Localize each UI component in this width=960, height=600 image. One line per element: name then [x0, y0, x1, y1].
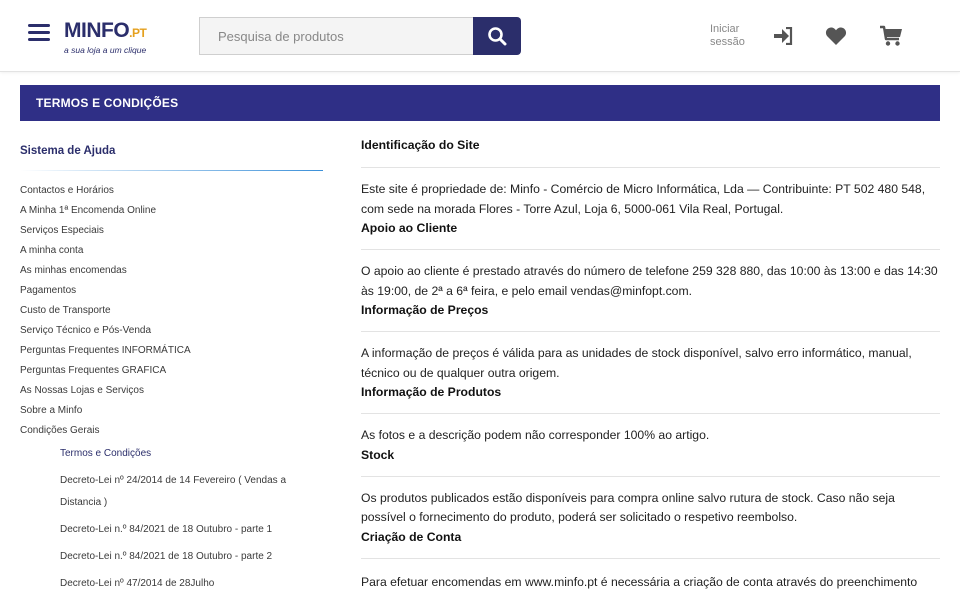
sidebar-item-sobre[interactable]: Sobre a Minfo	[20, 405, 83, 416]
section-precos	[361, 250, 940, 332]
section-identificacao	[361, 136, 940, 168]
logo-main-text: MINFO	[64, 19, 130, 42]
section-conta	[361, 559, 940, 593]
search-input[interactable]	[199, 17, 473, 55]
sign-in-icon	[773, 27, 793, 45]
sidebar-subitem-termos[interactable]: Termos e Condições	[60, 448, 152, 459]
sidebar-item-pagamentos[interactable]: Pagamentos	[20, 285, 77, 296]
sidebar-item-faq-grafica[interactable]: Perguntas Frequentes GRAFICA	[20, 365, 167, 376]
sidebar-item-lojas-servicos[interactable]: As Nossas Lojas e Serviços	[20, 385, 144, 396]
cart-button[interactable]	[878, 24, 904, 48]
section-text: As fotos e a descrição podem não corresponder 100% ao artigo.	[361, 428, 710, 442]
section-text: A informação de preços é válida para as unidades de stock disponível, salvo erro informático, manual, técnico ou de qualquer outra origem.	[361, 346, 912, 380]
section-text: Este site é propriedade de: Minfo - Comércio de Micro Informática, Lda — Contribuinte: PT 502 480 548, com sede na morada Flores - Torre Azul, Loja 6, 5000-061 Vila Real, Portugal.	[361, 182, 926, 216]
section-produtos	[361, 414, 940, 477]
page-title: TERMOS E CONDIÇÕES	[20, 85, 940, 121]
section-text: Os produtos publicados estão disponíveis para compra online salvo rutura de stock. Caso não seja possível o fornecimento do produto, poderá ser solicitado o respetivo reembolso.	[361, 490, 895, 524]
section-text: Para efetuar encomendas em www.minfo.pt é necessária a criação de conta através do preenchimento	[361, 574, 918, 589]
terms-content	[361, 136, 940, 592]
logo-tagline: a sua loja a um clique	[64, 45, 147, 55]
sidebar-item-minhas-encomendas[interactable]: As minhas encomendas	[20, 265, 127, 276]
section-title: Informação de Produtos	[361, 385, 502, 399]
sidebar-divider	[20, 170, 323, 171]
sidebar-item-servicos-especiais[interactable]: Serviços Especiais	[20, 225, 104, 236]
section-title: Criação de Conta	[361, 529, 462, 544]
sidebar-item-faq-informatica[interactable]: Perguntas Frequentes INFORMÁTICA	[20, 345, 191, 356]
section-stock	[361, 477, 940, 559]
section-title: Identificação do Site	[361, 138, 480, 152]
sidebar-item-servico-tecnico[interactable]: Serviço Técnico e Pós-Venda	[20, 325, 152, 336]
sidebar-subitem-dl-84-2021-p1[interactable]: Decreto-Lei n.º 84/2021 de 18 Outubro - parte 1	[60, 524, 273, 535]
sidebar-heading[interactable]: Sistema de Ajuda	[20, 145, 116, 157]
sidebar-item-custo-transporte[interactable]: Custo de Transporte	[20, 305, 111, 316]
help-sidebar	[20, 145, 323, 600]
sidebar-subitem-dl-24-2014[interactable]: Decreto-Lei nº 24/2014 de 14 Fevereiro ( Vendas a Distancia )	[60, 475, 287, 508]
sidebar-item-primeira-encomenda[interactable]: A Minha 1ª Encomenda Online	[20, 205, 157, 216]
section-title: Apoio ao Cliente	[361, 221, 458, 235]
login-text-line1: Iniciar	[710, 23, 740, 35]
section-title: Informação de Preços	[361, 303, 489, 317]
sidebar-item-condicoes-gerais[interactable]: Condições Gerais	[20, 425, 100, 436]
cart-icon	[879, 25, 903, 47]
login-text-line2: sessão	[710, 36, 745, 48]
logo-suffix-text: .PT	[129, 26, 147, 40]
hamburger-menu-icon[interactable]	[28, 24, 50, 42]
wishlist-button[interactable]	[824, 24, 848, 48]
search-button[interactable]	[473, 17, 521, 55]
section-text: O apoio ao cliente é prestado através do número de telefone 259 328 880, das 10:00 às 13:00 e das 14:30 às 19:00, de 2ª a 6ª feira, e pelo email vendas@minfopt.com.	[361, 264, 938, 298]
sidebar-submenu	[20, 443, 323, 595]
site-logo[interactable]	[64, 20, 164, 54]
sidebar-subitem-dl-84-2021-p2[interactable]: Decreto-Lei n.º 84/2021 de 18 Outubro - parte 2	[60, 551, 273, 562]
site-header	[0, 0, 960, 72]
search-icon	[487, 26, 507, 46]
sidebar-item-minha-conta[interactable]: A minha conta	[20, 245, 84, 256]
sidebar-item-contactos[interactable]: Contactos e Horários	[20, 185, 114, 196]
heart-icon	[825, 26, 847, 46]
section-info-precos	[361, 332, 940, 414]
sidebar-subitem-dl-47-2014[interactable]: Decreto-Lei nº 47/2014 de 28Julho	[60, 578, 215, 589]
sign-in-button[interactable]	[772, 24, 794, 48]
login-link[interactable]	[710, 23, 760, 49]
section-title: Stock	[361, 447, 395, 462]
section-apoio	[361, 168, 940, 250]
